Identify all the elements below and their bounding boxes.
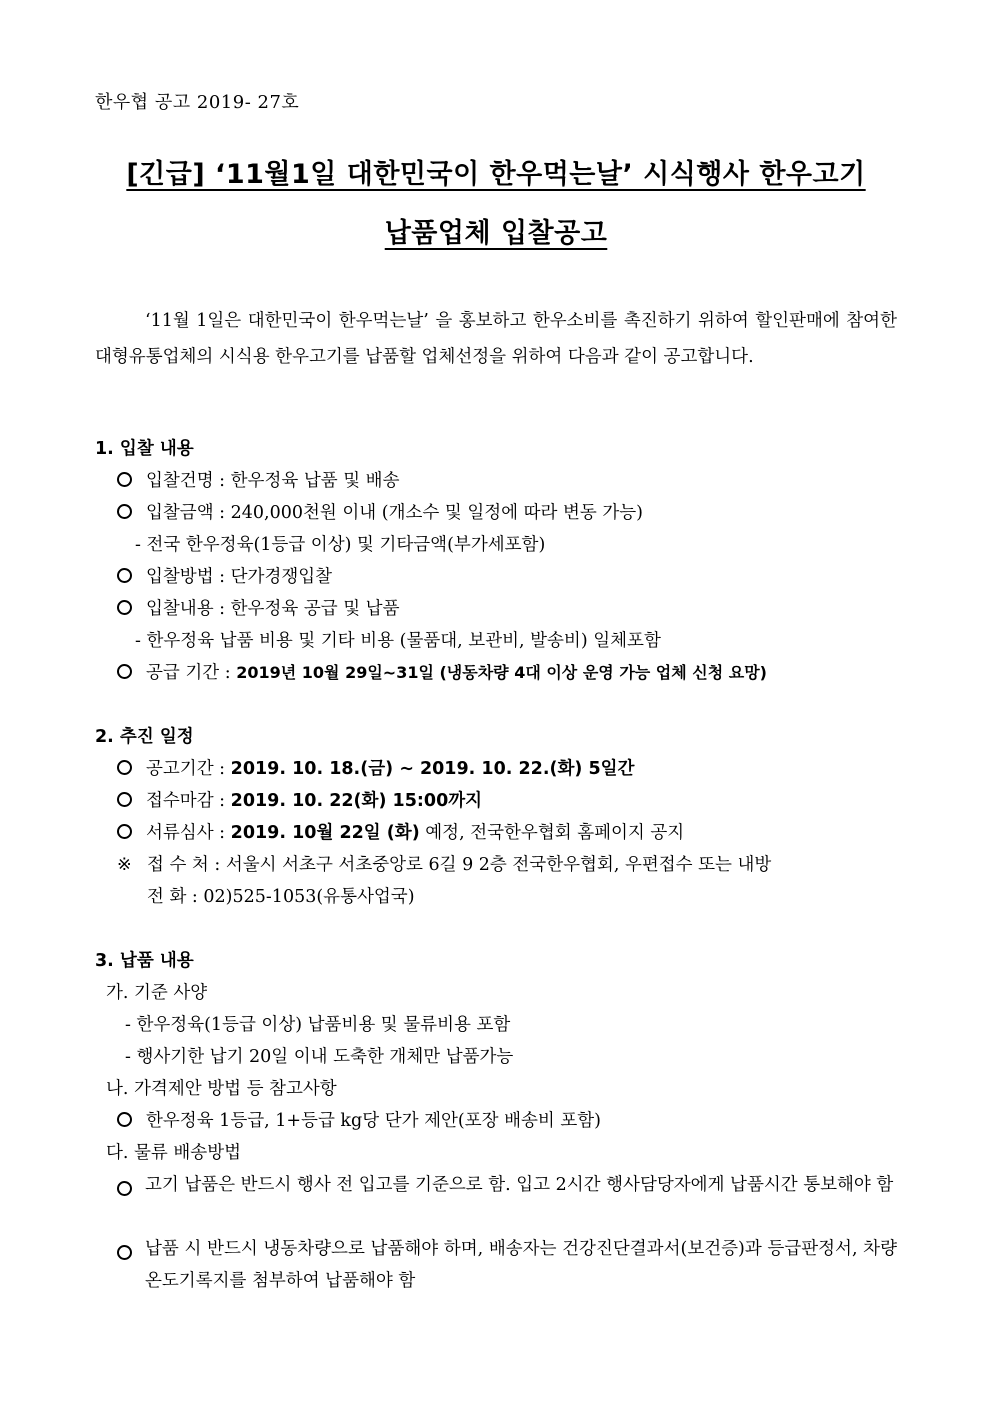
section2-item: 접수마감 : 2019. 10. 22(화) 15:00까지 xyxy=(117,790,482,812)
subsection-c-item: 납품 시 반드시 냉동차량으로 납품해야 하며, 배송자는 건강진단결과서(보건증)과 등급판정서, 차량온도기록지를 첨부하여 납품해야 함 xyxy=(117,1233,897,1297)
section2-note-phone: 전 화 : 02)525-1053(유통사업국) xyxy=(147,887,415,907)
section2-heading: 2. 추진 일정 xyxy=(95,727,194,747)
section1-item: 입찰금액 : 240,000천원 이내 (개소수 및 일정에 따라 변동 가능) xyxy=(117,502,643,524)
reference-mark-icon: ※ xyxy=(117,855,132,875)
circle-bullet-icon xyxy=(117,1181,132,1196)
subsection-a-item: - 한우정육(1등급 이상) 납품비용 및 물류비용 포함 xyxy=(125,1015,511,1035)
section3-heading: 3. 납품 내용 xyxy=(95,951,194,971)
notice-number: 한우협 공고 2019- 27호 xyxy=(95,92,300,113)
circle-bullet-icon xyxy=(117,1112,132,1127)
subsection-c-item: 고기 납품은 반드시 행사 전 입고를 기준으로 함. 입고 2시간 행사담당자에게 납품시간 통보해야 함 xyxy=(117,1169,897,1201)
circle-bullet-icon xyxy=(117,568,132,583)
section2-note: ※ 접 수 처 : 서울시 서초구 서초중앙로 6길 9 2층 전국한우협회, 우편접수 또는 내방 xyxy=(117,855,772,875)
subsection-a-item: - 행사기한 납기 20일 이내 도축한 개체만 납품가능 xyxy=(125,1047,514,1067)
circle-bullet-icon xyxy=(117,760,132,775)
circle-bullet-icon xyxy=(117,1245,132,1260)
subsection-b-heading: 나. 가격제안 방법 등 참고사항 xyxy=(106,1079,337,1099)
section1-subitem: - 전국 한우정육(1등급 이상) 및 기타금액(부가세포함) xyxy=(135,535,546,555)
section1-item: 공급 기간 : 2019년 10월 29일~31일 (냉동차량 4대 이상 운영 가능 업체 신청 요망) xyxy=(117,662,767,684)
section2-item: 공고기간 : 2019. 10. 18.(금) ∼ 2019. 10. 22.(화) 5일간 xyxy=(117,758,634,780)
circle-bullet-icon xyxy=(117,792,132,807)
circle-bullet-icon xyxy=(117,504,132,519)
subsection-b-item: 한우정육 1등급, 1+등급 kg당 단가 제안(포장 배송비 포함) xyxy=(117,1110,601,1132)
circle-bullet-icon xyxy=(117,472,132,487)
section1-item: 입찰건명 : 한우정육 납품 및 배송 xyxy=(117,470,399,492)
circle-bullet-icon xyxy=(117,824,132,839)
section1-item: 입찰내용 : 한우정육 공급 및 납품 xyxy=(117,598,399,620)
intro-paragraph xyxy=(95,303,897,375)
circle-bullet-icon xyxy=(117,664,132,679)
intro-text: ‘11월 1일은 대한민국이 한우먹는날’ 을 홍보하고 한우소비를 촉진하기 위하여 할인판매에 참여한 대형유통업체의 시식용 한우고기를 납품할 업체선정을 위하여 다음과 같이 공고합니다. xyxy=(95,311,897,367)
section1-heading: 1. 입찰 내용 xyxy=(95,439,194,459)
page-title-line1: [긴급] ‘11월1일 대한민국이 한우먹는날’ 시식행사 한우고기 xyxy=(126,159,866,190)
section2-item: 서류심사 : 2019. 10월 22일 (화) 예정, 전국한우협회 홈페이지 공지 xyxy=(117,822,684,844)
section1-subitem: - 한우정육 납품 비용 및 기타 비용 (물품대, 보관비, 발송비) 일체포함 xyxy=(135,631,661,651)
page-title-line2: 납품업체 입찰공고 xyxy=(384,218,608,249)
subsection-c-heading: 다. 물류 배송방법 xyxy=(106,1143,242,1163)
subsection-a-heading: 가. 기준 사양 xyxy=(106,983,208,1003)
circle-bullet-icon xyxy=(117,600,132,615)
section1-item: 입찰방법 : 단가경쟁입찰 xyxy=(117,566,332,588)
